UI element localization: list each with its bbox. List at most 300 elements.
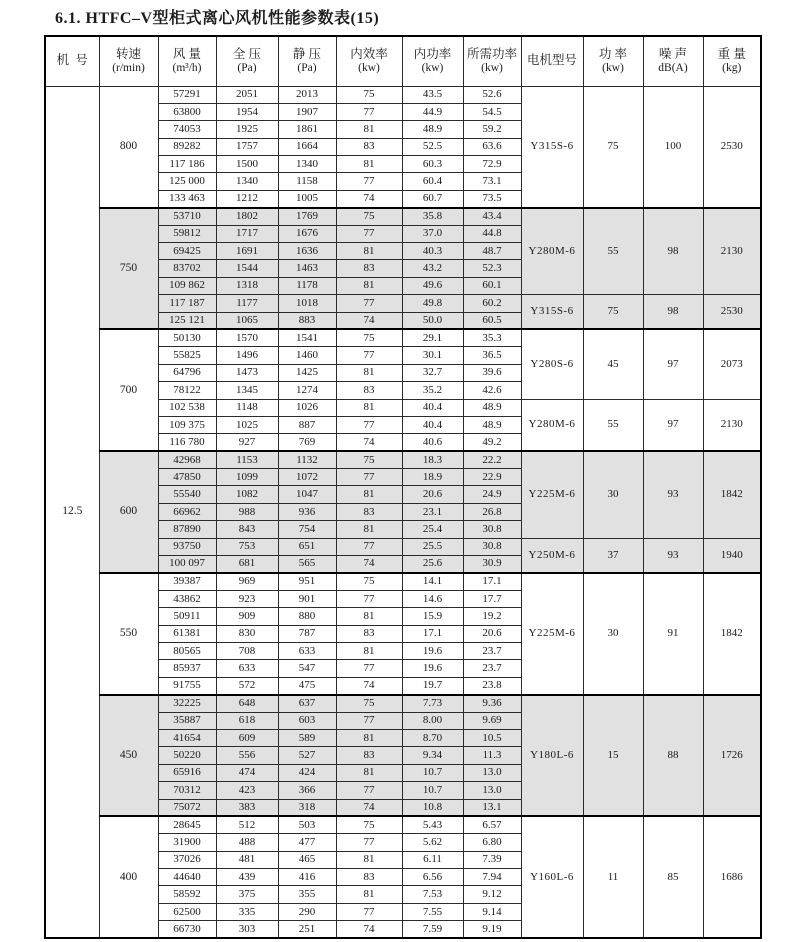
required-power-cell: 48.9 (463, 399, 521, 416)
internal-power-cell: 40.6 (402, 434, 463, 451)
static-pressure-cell: 1425 (278, 364, 336, 381)
efficiency-cell: 83 (336, 869, 402, 886)
efficiency-cell: 75 (336, 573, 402, 590)
flow-cell: 65916 (158, 764, 216, 781)
table-row (45, 451, 761, 468)
total-pressure-cell: 681 (216, 556, 278, 573)
required-power-cell: 42.6 (463, 382, 521, 399)
total-pressure-cell: 439 (216, 869, 278, 886)
static-pressure-cell: 1340 (278, 156, 336, 173)
internal-power-cell: 23.1 (402, 503, 463, 520)
static-pressure-cell: 1676 (278, 225, 336, 242)
efficiency-cell: 77 (336, 295, 402, 312)
header-unit: (m³/h) (172, 62, 202, 75)
internal-power-cell: 20.6 (402, 486, 463, 503)
noise-cell: 100 (643, 86, 703, 208)
header-unit: dB(A) (658, 62, 688, 75)
header-label: 转速 (115, 46, 141, 61)
flow-cell: 63800 (158, 103, 216, 120)
speed-cell: 600 (99, 451, 158, 573)
table-header (45, 36, 761, 86)
internal-power-cell: 29.1 (402, 329, 463, 346)
required-power-cell: 13.0 (463, 782, 521, 799)
flow-cell: 125 121 (158, 312, 216, 329)
internal-power-cell: 18.3 (402, 451, 463, 468)
weight-cell: 2073 (703, 329, 761, 399)
flow-cell: 58592 (158, 886, 216, 903)
required-power-cell: 6.57 (463, 816, 521, 833)
motor-model-cell: Y280S-6 (521, 329, 583, 399)
required-power-cell: 9.14 (463, 903, 521, 920)
efficiency-cell: 81 (336, 764, 402, 781)
weight-cell: 2530 (703, 86, 761, 208)
flow-cell: 39387 (158, 573, 216, 590)
internal-power-cell: 49.8 (402, 295, 463, 312)
internal-power-cell: 10.8 (402, 799, 463, 816)
flow-cell: 125 000 (158, 173, 216, 190)
flow-cell: 109 375 (158, 416, 216, 433)
weight-cell: 1940 (703, 538, 761, 573)
static-pressure-cell: 503 (278, 816, 336, 833)
column-header (643, 36, 703, 86)
static-pressure-cell: 355 (278, 886, 336, 903)
efficiency-cell: 81 (336, 886, 402, 903)
static-pressure-cell: 1005 (278, 190, 336, 207)
header-label: 风 量 (172, 46, 202, 61)
header-unit: (kw) (481, 62, 503, 75)
efficiency-cell: 77 (336, 538, 402, 555)
required-power-cell: 11.3 (463, 747, 521, 764)
required-power-cell: 73.1 (463, 173, 521, 190)
static-pressure-cell: 416 (278, 869, 336, 886)
header-label: 内功率 (413, 46, 452, 61)
static-pressure-cell: 637 (278, 695, 336, 712)
static-pressure-cell: 1541 (278, 329, 336, 346)
total-pressure-cell: 753 (216, 538, 278, 555)
motor-model-cell: Y315S-6 (521, 295, 583, 330)
efficiency-cell: 81 (336, 277, 402, 294)
efficiency-cell: 83 (336, 747, 402, 764)
table-row (45, 329, 761, 346)
flow-cell: 28645 (158, 816, 216, 833)
efficiency-cell: 77 (336, 712, 402, 729)
weight-cell: 1842 (703, 451, 761, 538)
page-title: 6.1. HTFC–V型柜式离心风机性能参数表(15) (55, 10, 380, 27)
table-row (45, 573, 761, 590)
required-power-cell: 36.5 (463, 347, 521, 364)
required-power-cell: 23.8 (463, 677, 521, 694)
required-power-cell: 49.2 (463, 434, 521, 451)
header-label: 电机型号 (526, 53, 577, 68)
required-power-cell: 60.2 (463, 295, 521, 312)
internal-power-cell: 7.73 (402, 695, 463, 712)
noise-cell: 91 (643, 573, 703, 695)
static-pressure-cell: 477 (278, 834, 336, 851)
header-label: 全 压 (232, 46, 262, 61)
total-pressure-cell: 1496 (216, 347, 278, 364)
speed-cell: 750 (99, 208, 158, 330)
static-pressure-cell: 589 (278, 729, 336, 746)
efficiency-cell: 81 (336, 486, 402, 503)
static-pressure-cell: 527 (278, 747, 336, 764)
total-pressure-cell: 988 (216, 503, 278, 520)
flow-cell: 32225 (158, 695, 216, 712)
static-pressure-cell: 769 (278, 434, 336, 451)
static-pressure-cell: 651 (278, 538, 336, 555)
flow-cell: 59812 (158, 225, 216, 242)
required-power-cell: 48.9 (463, 416, 521, 433)
motor-power-cell: 55 (583, 208, 643, 295)
flow-cell: 116 780 (158, 434, 216, 451)
motor-power-cell: 55 (583, 399, 643, 451)
static-pressure-cell: 1026 (278, 399, 336, 416)
motor-power-cell: 11 (583, 816, 643, 938)
flow-cell: 64796 (158, 364, 216, 381)
total-pressure-cell: 1544 (216, 260, 278, 277)
total-pressure-cell: 1318 (216, 277, 278, 294)
total-pressure-cell: 474 (216, 764, 278, 781)
total-pressure-cell: 1691 (216, 243, 278, 260)
required-power-cell: 43.4 (463, 208, 521, 225)
column-header (278, 36, 336, 86)
weight-cell: 2130 (703, 399, 761, 451)
total-pressure-cell: 1717 (216, 225, 278, 242)
static-pressure-cell: 1178 (278, 277, 336, 294)
efficiency-cell: 74 (336, 312, 402, 329)
static-pressure-cell: 251 (278, 921, 336, 938)
efficiency-cell: 74 (336, 799, 402, 816)
flow-cell: 69425 (158, 243, 216, 260)
header-label: 静 压 (292, 46, 322, 61)
total-pressure-cell: 423 (216, 782, 278, 799)
internal-power-cell: 19.6 (402, 643, 463, 660)
efficiency-cell: 83 (336, 260, 402, 277)
weight-cell: 2530 (703, 295, 761, 330)
required-power-cell: 9.36 (463, 695, 521, 712)
static-pressure-cell: 754 (278, 521, 336, 538)
flow-cell: 87890 (158, 521, 216, 538)
header-unit: (r/min) (112, 62, 145, 75)
internal-power-cell: 25.6 (402, 556, 463, 573)
total-pressure-cell: 512 (216, 816, 278, 833)
flow-cell: 83702 (158, 260, 216, 277)
noise-cell: 88 (643, 695, 703, 817)
efficiency-cell: 77 (336, 347, 402, 364)
internal-power-cell: 5.62 (402, 834, 463, 851)
static-pressure-cell: 290 (278, 903, 336, 920)
required-power-cell: 23.7 (463, 660, 521, 677)
flow-cell: 50911 (158, 608, 216, 625)
column-header (336, 36, 402, 86)
total-pressure-cell: 1099 (216, 469, 278, 486)
efficiency-cell: 77 (336, 660, 402, 677)
static-pressure-cell: 475 (278, 677, 336, 694)
required-power-cell: 7.39 (463, 851, 521, 868)
static-pressure-cell: 1769 (278, 208, 336, 225)
required-power-cell: 60.1 (463, 277, 521, 294)
speed-cell: 450 (99, 695, 158, 817)
total-pressure-cell: 609 (216, 729, 278, 746)
static-pressure-cell: 633 (278, 643, 336, 660)
required-power-cell: 22.9 (463, 469, 521, 486)
table-body (45, 86, 761, 938)
static-pressure-cell: 318 (278, 799, 336, 816)
header-unit: (kg) (722, 62, 742, 75)
flow-cell: 117 186 (158, 156, 216, 173)
internal-power-cell: 6.11 (402, 851, 463, 868)
efficiency-cell: 74 (336, 190, 402, 207)
header-label: 内效率 (350, 46, 388, 61)
weight-cell: 2130 (703, 208, 761, 295)
total-pressure-cell: 1025 (216, 416, 278, 433)
total-pressure-cell: 1153 (216, 451, 278, 468)
required-power-cell: 59.2 (463, 121, 521, 138)
total-pressure-cell: 556 (216, 747, 278, 764)
total-pressure-cell: 708 (216, 643, 278, 660)
internal-power-cell: 50.0 (402, 312, 463, 329)
efficiency-cell: 81 (336, 851, 402, 868)
flow-cell: 35887 (158, 712, 216, 729)
total-pressure-cell: 1802 (216, 208, 278, 225)
internal-power-cell: 40.4 (402, 399, 463, 416)
flow-cell: 133 463 (158, 190, 216, 207)
noise-cell: 97 (643, 399, 703, 451)
motor-model-cell: Y250M-6 (521, 538, 583, 573)
motor-power-cell: 30 (583, 573, 643, 695)
header-label: 重 量 (717, 46, 746, 61)
header-unit: (kw) (421, 62, 444, 75)
flow-cell: 109 862 (158, 277, 216, 294)
noise-cell: 98 (643, 208, 703, 295)
total-pressure-cell: 1925 (216, 121, 278, 138)
flow-cell: 50130 (158, 329, 216, 346)
total-pressure-cell: 572 (216, 677, 278, 694)
total-pressure-cell: 1570 (216, 329, 278, 346)
total-pressure-cell: 1345 (216, 382, 278, 399)
total-pressure-cell: 303 (216, 921, 278, 938)
internal-power-cell: 14.1 (402, 573, 463, 590)
header-unit: (Pa) (297, 62, 317, 75)
internal-power-cell: 52.5 (402, 138, 463, 155)
noise-cell: 97 (643, 329, 703, 399)
efficiency-cell: 75 (336, 451, 402, 468)
speed-cell: 400 (99, 816, 158, 938)
required-power-cell: 54.5 (463, 103, 521, 120)
flow-cell: 50220 (158, 747, 216, 764)
required-power-cell: 7.94 (463, 869, 521, 886)
required-power-cell: 60.5 (463, 312, 521, 329)
internal-power-cell: 7.55 (402, 903, 463, 920)
motor-model-cell: Y225M-6 (521, 573, 583, 695)
efficiency-cell: 75 (336, 86, 402, 103)
total-pressure-cell: 648 (216, 695, 278, 712)
efficiency-cell: 75 (336, 816, 402, 833)
motor-model-cell: Y225M-6 (521, 451, 583, 538)
efficiency-cell: 81 (336, 521, 402, 538)
total-pressure-cell: 375 (216, 886, 278, 903)
internal-power-cell: 7.53 (402, 886, 463, 903)
internal-power-cell: 25.4 (402, 521, 463, 538)
noise-cell: 98 (643, 295, 703, 330)
motor-power-cell: 45 (583, 329, 643, 399)
static-pressure-cell: 1132 (278, 451, 336, 468)
static-pressure-cell: 1664 (278, 138, 336, 155)
efficiency-cell: 81 (336, 121, 402, 138)
static-pressure-cell: 1907 (278, 103, 336, 120)
column-header (463, 36, 521, 86)
column-header (216, 36, 278, 86)
flow-cell: 61381 (158, 625, 216, 642)
efficiency-cell: 77 (336, 416, 402, 433)
header-unit: (kw) (358, 62, 380, 75)
efficiency-cell: 81 (336, 243, 402, 260)
header-label: 机 号 (56, 53, 88, 68)
weight-cell: 1842 (703, 573, 761, 695)
internal-power-cell: 17.1 (402, 625, 463, 642)
internal-power-cell: 35.8 (402, 208, 463, 225)
column-header (45, 36, 99, 86)
internal-power-cell: 6.56 (402, 869, 463, 886)
efficiency-cell: 81 (336, 399, 402, 416)
noise-cell: 93 (643, 451, 703, 538)
internal-power-cell: 15.9 (402, 608, 463, 625)
internal-power-cell: 60.4 (402, 173, 463, 190)
static-pressure-cell: 565 (278, 556, 336, 573)
efficiency-cell: 77 (336, 103, 402, 120)
flow-cell: 43862 (158, 590, 216, 607)
static-pressure-cell: 1072 (278, 469, 336, 486)
required-power-cell: 44.8 (463, 225, 521, 242)
total-pressure-cell: 1177 (216, 295, 278, 312)
required-power-cell: 39.6 (463, 364, 521, 381)
efficiency-cell: 83 (336, 138, 402, 155)
internal-power-cell: 5.43 (402, 816, 463, 833)
total-pressure-cell: 1473 (216, 364, 278, 381)
required-power-cell: 17.1 (463, 573, 521, 590)
required-power-cell: 52.3 (463, 260, 521, 277)
table-row (45, 816, 761, 833)
motor-power-cell: 75 (583, 86, 643, 208)
total-pressure-cell: 335 (216, 903, 278, 920)
total-pressure-cell: 909 (216, 608, 278, 625)
internal-power-cell: 44.9 (402, 103, 463, 120)
weight-cell: 1686 (703, 816, 761, 938)
static-pressure-cell: 1047 (278, 486, 336, 503)
static-pressure-cell: 1018 (278, 295, 336, 312)
internal-power-cell: 14.6 (402, 590, 463, 607)
total-pressure-cell: 618 (216, 712, 278, 729)
machine-no-cell: 12.5 (45, 86, 99, 938)
speed-cell: 550 (99, 573, 158, 695)
efficiency-cell: 77 (336, 225, 402, 242)
flow-cell: 31900 (158, 834, 216, 851)
motor-model-cell: Y180L-6 (521, 695, 583, 817)
internal-power-cell: 40.4 (402, 416, 463, 433)
static-pressure-cell: 951 (278, 573, 336, 590)
required-power-cell: 26.8 (463, 503, 521, 520)
flow-cell: 55825 (158, 347, 216, 364)
column-header (158, 36, 216, 86)
column-header (99, 36, 158, 86)
flow-cell: 85937 (158, 660, 216, 677)
total-pressure-cell: 923 (216, 590, 278, 607)
total-pressure-cell: 383 (216, 799, 278, 816)
required-power-cell: 30.8 (463, 538, 521, 555)
required-power-cell: 13.1 (463, 799, 521, 816)
efficiency-cell: 77 (336, 590, 402, 607)
flow-cell: 91755 (158, 677, 216, 694)
motor-power-cell: 37 (583, 538, 643, 573)
total-pressure-cell: 488 (216, 834, 278, 851)
flow-cell: 80565 (158, 643, 216, 660)
internal-power-cell: 32.7 (402, 364, 463, 381)
internal-power-cell: 60.7 (402, 190, 463, 207)
column-header (583, 36, 643, 86)
total-pressure-cell: 1148 (216, 399, 278, 416)
motor-power-cell: 15 (583, 695, 643, 817)
efficiency-cell: 77 (336, 173, 402, 190)
header-unit: (Pa) (237, 62, 257, 75)
internal-power-cell: 10.7 (402, 764, 463, 781)
total-pressure-cell: 1757 (216, 138, 278, 155)
total-pressure-cell: 1065 (216, 312, 278, 329)
internal-power-cell: 30.1 (402, 347, 463, 364)
internal-power-cell: 7.59 (402, 921, 463, 938)
flow-cell: 117 187 (158, 295, 216, 312)
required-power-cell: 35.3 (463, 329, 521, 346)
internal-power-cell: 18.9 (402, 469, 463, 486)
efficiency-cell: 81 (336, 364, 402, 381)
flow-cell: 70312 (158, 782, 216, 799)
efficiency-cell: 74 (336, 556, 402, 573)
efficiency-cell: 83 (336, 503, 402, 520)
flow-cell: 78122 (158, 382, 216, 399)
required-power-cell: 9.12 (463, 886, 521, 903)
static-pressure-cell: 901 (278, 590, 336, 607)
efficiency-cell: 83 (336, 382, 402, 399)
internal-power-cell: 43.5 (402, 86, 463, 103)
total-pressure-cell: 1340 (216, 173, 278, 190)
noise-cell: 85 (643, 816, 703, 938)
total-pressure-cell: 633 (216, 660, 278, 677)
required-power-cell: 20.6 (463, 625, 521, 642)
internal-power-cell: 25.5 (402, 538, 463, 555)
efficiency-cell: 81 (336, 643, 402, 660)
flow-cell: 57291 (158, 86, 216, 103)
speed-cell: 700 (99, 329, 158, 451)
efficiency-cell: 77 (336, 903, 402, 920)
performance-table (44, 35, 762, 939)
internal-power-cell: 35.2 (402, 382, 463, 399)
total-pressure-cell: 969 (216, 573, 278, 590)
header-label: 噪 声 (658, 46, 688, 61)
internal-power-cell: 10.7 (402, 782, 463, 799)
table-row (45, 208, 761, 225)
column-header (402, 36, 463, 86)
efficiency-cell: 81 (336, 156, 402, 173)
total-pressure-cell: 2051 (216, 86, 278, 103)
static-pressure-cell: 465 (278, 851, 336, 868)
header-unit: (kw) (602, 62, 624, 75)
efficiency-cell: 75 (336, 329, 402, 346)
table-row (45, 86, 761, 103)
flow-cell: 93750 (158, 538, 216, 555)
static-pressure-cell: 1463 (278, 260, 336, 277)
required-power-cell: 63.6 (463, 138, 521, 155)
efficiency-cell: 77 (336, 782, 402, 799)
internal-power-cell: 40.3 (402, 243, 463, 260)
total-pressure-cell: 1500 (216, 156, 278, 173)
